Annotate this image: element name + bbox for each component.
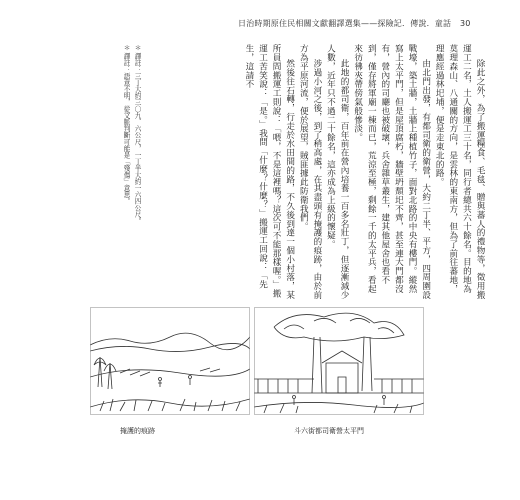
page-number: 30	[459, 19, 471, 28]
figure-caption: 掩護的痕跡	[120, 427, 155, 435]
note: ＊ 譯註：三丁大約三〇九．六公尺，一丁半大約一六四公尺。	[133, 44, 141, 225]
paragraph: 此地的都司衛，百年前在營內培養一百多名壯丁，但逐漸減少人數，近年只不過二十餘名，這亦成為上級的懷疑。	[325, 44, 350, 300]
paragraph: 涉過小河之後，到了稍高處，在其盡頭有掩護的痕跡，由於前方為平原河流，便於展望，賊匪據此防衛我們。	[298, 44, 322, 300]
running-header	[238, 18, 478, 32]
body-text	[146, 44, 486, 302]
note: ＊ 譯註：語意不明，從文脈判斷可能是「殘傷」意思。	[122, 44, 130, 205]
paragraph: 除此之外，為了搬運糧食、毛毯、贈與蕃人的禮物等，徵用搬運工二名，土人搬運工三十名，同行者總共六十餘名。目的地為莫理森山、八通關的方向，是雲林的東南方，但為了前往蕃地，理應經過林圯埔，便是走東北的路。	[434, 44, 485, 300]
gate-sketch	[254, 307, 424, 415]
landscape-sketch	[90, 307, 250, 415]
translator-notes	[112, 44, 142, 302]
illustration-defense-traces	[90, 307, 250, 415]
paragraph: 然後往石轉，行走於水田間的路，不久後到達一個小村落，某所員問搬運工則說：「喂，不是這裡嗎？這次可不能那樣喔。」搬運工苦笑說：「是。」我問「什麼？什麼？」搬運工回說：「先生，這請不	[243, 44, 295, 300]
paragraph: 由北門出發，有都司衛的衛營，大約二丁半、平方，四周圍設戰壕，築土牆，土牆上種植竹子，面對北路的中央有樓門。縱然寫上太平門，但是屋頂腐朽，牆壁坍頹圯不齊，甚至連大門都沒有，營內的司廳也被破壞，兵舍雜草叢生，建其他屋舍也看不到，僅存將軍廟一棟而已，荒涼至極，剩餘一千的太平兵，看起來彷彿夾帶傍氣般慘淡。	[352, 44, 431, 300]
illustration-taiping-gate	[254, 307, 424, 415]
header-title: 日治時期原住民相關文獻翻譯選集——探險記．傳說．童話	[238, 19, 452, 28]
figure-caption: 斗六街都司衛營太平門	[294, 427, 364, 435]
